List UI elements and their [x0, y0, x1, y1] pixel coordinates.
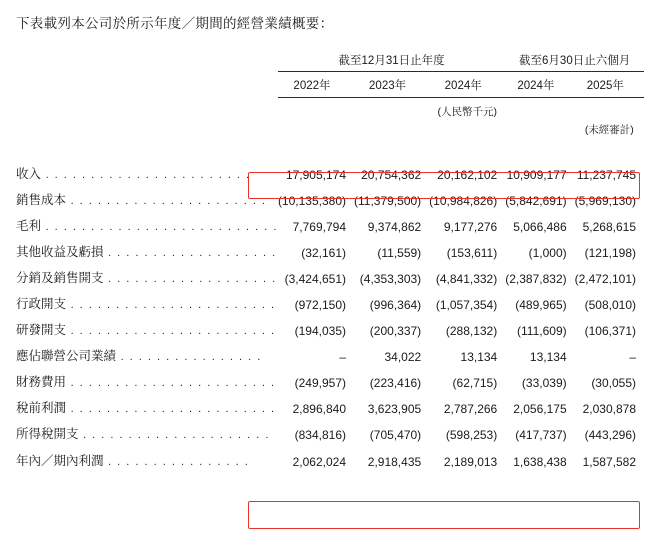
row-value: (153,611): [446, 246, 498, 260]
highlight-box-profit: [248, 501, 640, 529]
row-label: 年內／期內利潤: [16, 454, 104, 468]
row-label: 行政開支: [16, 297, 67, 311]
header-bottom-spacer: [10, 137, 644, 155]
table-row: [10, 416, 644, 442]
spacer-cell: [10, 137, 644, 155]
leader-dots: . . . . . . . . . . . . . . . . . . . . .: [78, 429, 270, 441]
empty-cell: [10, 98, 278, 120]
row-value: (223,416): [369, 376, 422, 390]
row-label: 毛利: [16, 219, 42, 233]
intro-paragraph: 下表載列本公司於所示年度／期間的經營業績概要：: [16, 16, 334, 31]
table-row: [10, 234, 644, 260]
empty-cell: [278, 119, 354, 137]
table-year-header-row: [10, 72, 644, 98]
row-value: (834,816): [294, 428, 346, 442]
empty-cell: [354, 119, 429, 137]
row-label-cell: [10, 338, 278, 364]
row-value: (200,337): [369, 324, 422, 338]
row-value: 13,134: [460, 350, 498, 364]
row-value: 5,066,486: [513, 220, 567, 234]
row-label-cell: [10, 155, 278, 182]
row-value: 9,374,862: [367, 220, 422, 234]
row-label-cell: [10, 286, 278, 312]
table-row: [10, 364, 644, 390]
row-value: 10,909,177: [506, 168, 567, 182]
row-value: (11,559): [377, 246, 422, 260]
table-row: [10, 338, 644, 364]
row-label-cell: [10, 208, 278, 234]
empty-cell: [505, 98, 574, 120]
row-value: (30,055): [591, 376, 637, 390]
row-value: (417,737): [515, 428, 567, 442]
empty-cell: [505, 119, 574, 137]
row-label: 銷售成本: [16, 193, 67, 207]
row-value: –: [339, 350, 346, 364]
empty-cell: [10, 119, 278, 137]
row-value: 17,905,174: [285, 168, 346, 182]
row-value: (705,470): [369, 428, 422, 442]
row-label: 研發開支: [16, 323, 67, 337]
table-unit-note-row: [10, 98, 644, 120]
empty-cell: [575, 98, 644, 120]
table-row: [10, 155, 644, 182]
empty-cell: [10, 72, 278, 98]
audit-note: (未經審計): [584, 124, 634, 136]
row-value: 11,237,745: [576, 168, 637, 182]
row-value: (288,132): [445, 324, 498, 338]
row-value: (3,424,651): [284, 272, 346, 286]
row-value: 2,189,013: [443, 455, 498, 469]
row-label-cell: [10, 312, 278, 338]
row-value: 13,134: [529, 350, 567, 364]
leader-dots: . . . . . . . . . . . . . . . . . . . . . . .: [41, 169, 251, 181]
empty-cell: [429, 119, 505, 137]
leader-dots: . . . . . . . . . . . . . . . . . . . . . . . . . .: [41, 221, 278, 233]
empty-cell: [354, 98, 429, 120]
financial-summary-table: [10, 52, 644, 469]
table-row: [10, 390, 644, 416]
row-value: (10,984,826): [429, 194, 498, 208]
table-row: [10, 208, 644, 234]
row-value: (32,161): [301, 246, 346, 260]
row-value: (972,150): [294, 298, 346, 312]
row-value: (598,253): [445, 428, 498, 442]
row-value: 9,177,276: [443, 220, 498, 234]
row-value: (249,957): [294, 376, 346, 390]
row-label: 收入: [16, 167, 42, 181]
row-value: 7,769,794: [292, 220, 346, 234]
row-label: 財務費用: [16, 375, 67, 389]
leader-dots: . . . . . . . . . . . . . . . .: [103, 456, 250, 468]
row-label: 其他收益及虧損: [16, 245, 104, 259]
group-header-annual: 截至12月31日止年度: [278, 52, 505, 72]
empty-cell: [10, 52, 278, 72]
row-value: (194,035): [294, 324, 346, 338]
row-value: (5,969,130): [574, 194, 637, 208]
row-label-cell: [10, 260, 278, 286]
row-value: (489,965): [515, 298, 567, 312]
row-label: 所得稅開支: [16, 427, 79, 441]
row-value: 34,022: [384, 350, 422, 364]
row-label: 分銷及銷售開支: [16, 271, 104, 285]
year-header-2025-interim: 2025年: [575, 72, 644, 98]
row-value: 3,623,905: [367, 402, 422, 416]
row-value: (121,198): [584, 246, 637, 260]
table-row: [10, 182, 644, 208]
year-header-2024: 2024年: [429, 72, 505, 98]
table-row: [10, 312, 644, 338]
row-value: –: [629, 350, 637, 364]
year-header-2023: 2023年: [354, 72, 429, 98]
row-value: 1,587,582: [582, 455, 637, 469]
year-header-2022: 2022年: [278, 72, 354, 98]
row-value: (2,387,832): [505, 272, 567, 286]
row-value: 20,754,362: [361, 168, 422, 182]
year-header-2024-interim: 2024年: [505, 72, 574, 98]
leader-dots: . . . . . . . . . . . . . . . . . . . . . . .: [66, 403, 276, 415]
row-label-cell: [10, 182, 278, 208]
row-value: (10,135,380): [277, 194, 346, 208]
row-label: 稅前利潤: [16, 401, 67, 415]
row-value: 2,030,878: [582, 402, 637, 416]
row-value: (2,472,101): [574, 272, 637, 286]
row-value: 2,787,266: [443, 402, 498, 416]
row-label-cell: [10, 390, 278, 416]
row-value: 1,638,438: [513, 455, 567, 469]
row-value: 20,162,102: [437, 168, 498, 182]
leader-dots: . . . . . . . . . . . . . . . . . . . . . . .: [66, 299, 276, 311]
table-row: [10, 260, 644, 286]
row-value: (33,039): [521, 376, 567, 390]
table-group-header-row: [10, 52, 644, 72]
leader-dots: . . . . . . . . . . . . . . . . . . .: [103, 273, 277, 285]
group-header-interim: 截至6月30日止六個月: [505, 52, 644, 72]
row-value: (1,000): [528, 246, 567, 260]
row-label-cell: [10, 364, 278, 390]
row-value: (508,010): [584, 298, 637, 312]
unit-note: (人民幣千元): [437, 106, 497, 118]
row-label: 應佔聯營公司業績: [16, 349, 117, 363]
table-body: [10, 155, 644, 469]
row-value: (1,057,354): [435, 298, 498, 312]
row-value: (111,609): [517, 324, 567, 338]
row-value: 2,896,840: [292, 402, 346, 416]
row-value: (443,296): [584, 428, 637, 442]
row-label-cell: [10, 234, 278, 260]
row-label-cell: [10, 416, 278, 442]
leader-dots: . . . . . . . . . . . . . . . . . . .: [103, 247, 277, 259]
leader-dots: . . . . . . . . . . . . . . . . . . . . . . .: [66, 377, 276, 389]
row-value: (5,842,691): [505, 194, 567, 208]
row-value: (4,841,332): [435, 272, 498, 286]
empty-cell: [278, 98, 354, 120]
row-value: (106,371): [584, 324, 637, 338]
row-label-cell: [10, 442, 278, 469]
row-value: (62,715): [452, 376, 498, 390]
row-value: 2,918,435: [367, 455, 422, 469]
leader-dots: . . . . . . . . . . . . . . . . . . . . . .: [66, 195, 267, 207]
row-value: (996,364): [369, 298, 422, 312]
leader-dots: . . . . . . . . . . . . . . . . . . . . . . .: [66, 325, 276, 337]
table-row: [10, 442, 644, 469]
row-value: (11,379,500): [354, 194, 422, 208]
table-audit-note-row: [10, 119, 644, 137]
row-value: 5,268,615: [582, 220, 637, 234]
table-row: [10, 286, 644, 312]
row-value: (4,353,303): [359, 272, 422, 286]
row-value: 2,062,024: [292, 455, 346, 469]
leader-dots: . . . . . . . . . . . . . . . .: [116, 351, 262, 363]
row-value: 2,056,175: [513, 402, 567, 416]
